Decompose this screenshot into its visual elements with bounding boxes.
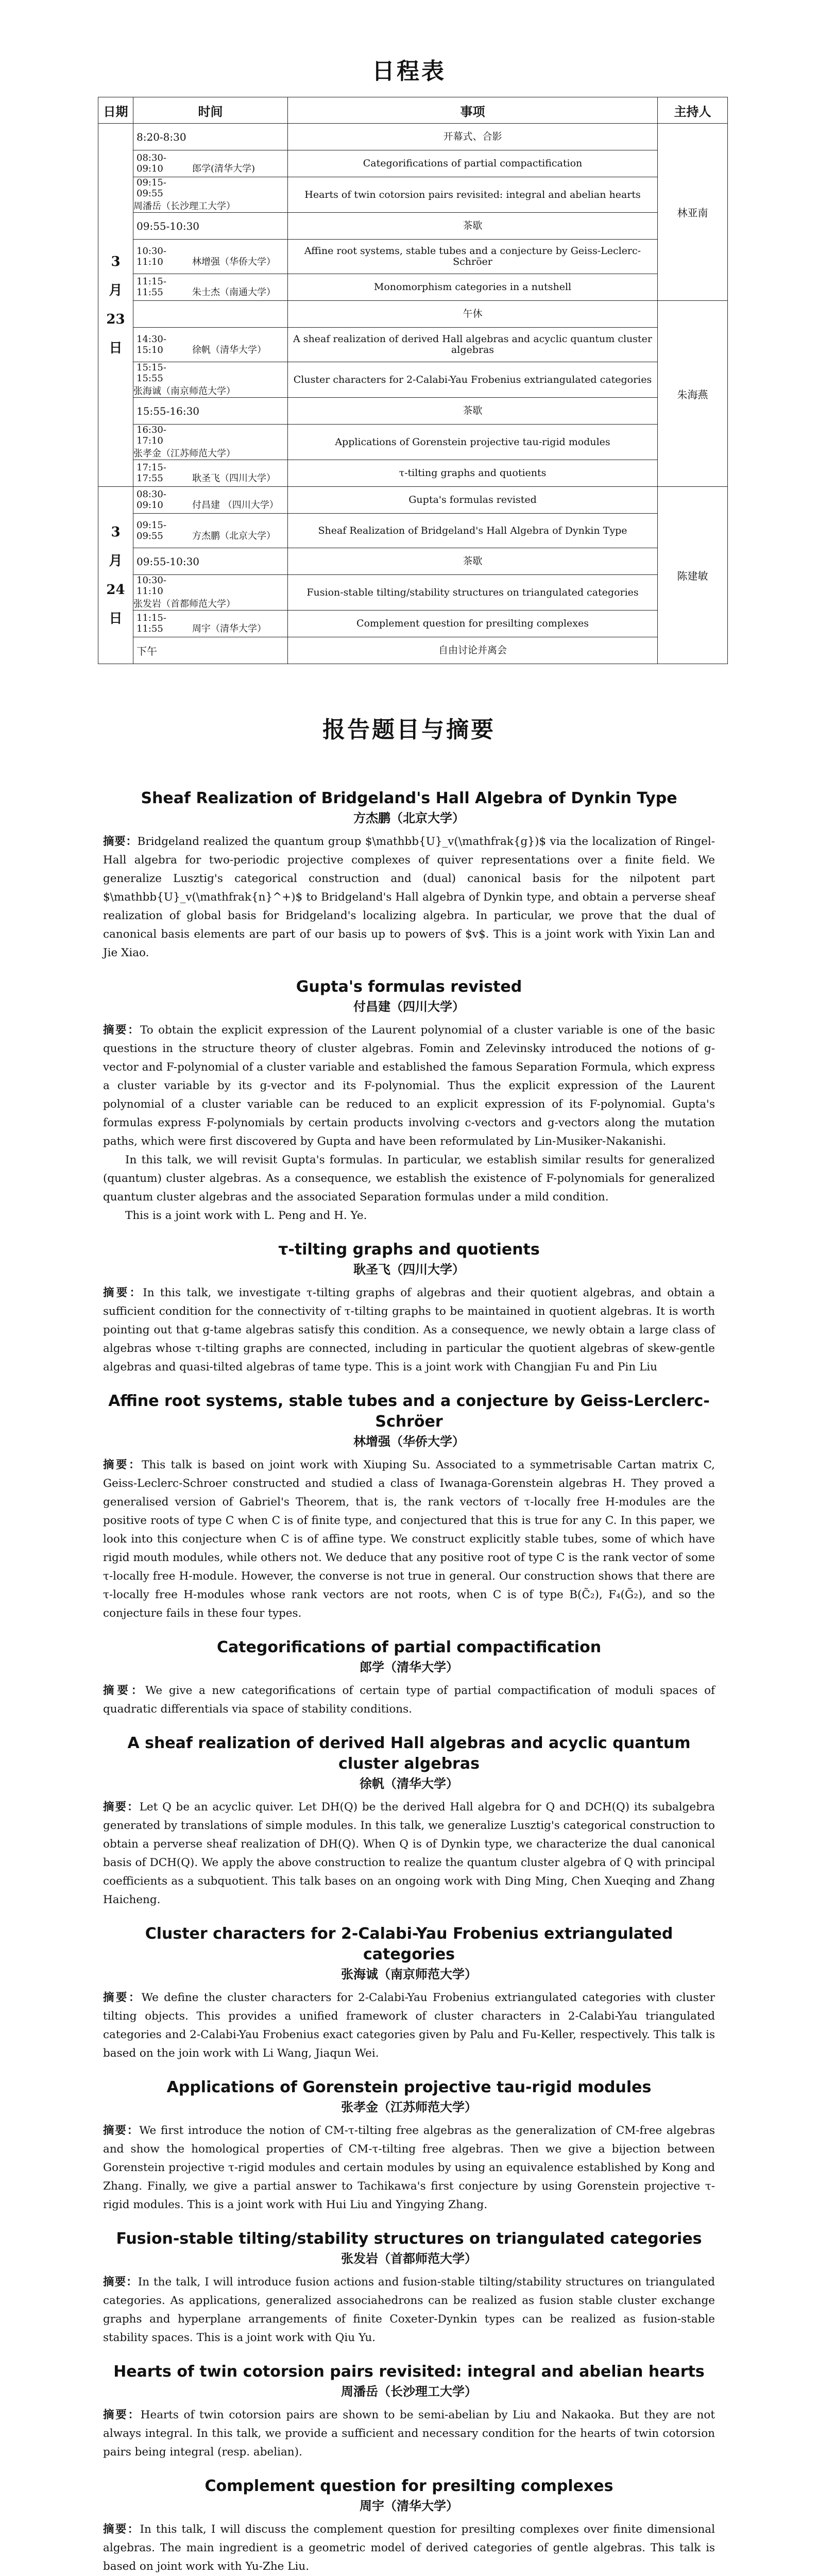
- abstract-label: 摘要：: [103, 2124, 140, 2137]
- session-speaker: 张海诚（南京师范大学）: [133, 386, 235, 397]
- abstract-paragraph: This is a joint work with L. Peng and H. Ye.: [125, 1209, 367, 1222]
- talk-abstract: [103, 1733, 715, 1909]
- session-event: τ-tilting graphs and quotients: [288, 460, 658, 487]
- talk-title: A sheaf realization of derived Hall algebras and acyclic quantum cluster algebras: [127, 1734, 691, 1773]
- abstract-label: 摘要：: [103, 1459, 142, 1471]
- session-speaker: 张发岩（首都师范大学）: [133, 599, 235, 609]
- session-time-speaker: [133, 240, 288, 274]
- talk-abstract: [103, 1637, 715, 1719]
- session-event: 自由讨论并离会: [288, 637, 658, 664]
- abstract-body: This talk is based on joint work with Xiuping Su. Associated to a symmetrisable Cartan matrix C, Geiss-Leclerc-Schroer constructed and studied a class of Iwanaga-Gorenstein algebras H. They proved a generalised version of Gabriel's Theorem, that is, the rank vectors of τ-locally free H-modules are the positive roots of type C when C is of finite type, and conjectured that this is true for any C. In this paper, we look into this conjecture when C is of affine type. We construct explicitly stable tubes, some of which have rigid mouth modules, while others not. We deduce that any positive root of type C is the rank vector of some τ-locally free H-module. However, the converse is not true in general. Our construction shows that there are τ-locally free H-modules whose rank vectors are not roots, when C is of type B(C̃₂), F₄(G̃₂), and so the conjecture fails in these four types.: [103, 1459, 715, 1620]
- talk-abstract: [103, 2229, 715, 2347]
- schedule-row: [98, 575, 728, 611]
- abstract-body: Bridgeland realized the quantum group $\mathbb{U}_v(\mathfrak{g})$ via the localization of Ringel-Hall algebra for two-periodic projective complexes of quiver representations over a finite field. We generalize Lusztig's categorical construction and (dual) canonical basis for the nilpotent part $\mathbb{U}_v(\mathfrak{n}^+)$ to Bridgeland's Hall algebra of Dynkin type, and obtain a perverse sheaf realization of global basis for Bridgeland's localizing algebra. In particular, we prove that the dual of canonical basis elements are part of our basis up to powers of $v$. This is a joint work with Yixin Lan and Jie Xiao.: [103, 835, 715, 959]
- talk-title: Cluster characters for 2-Calabi-Yau Frobenius extriangulated categories: [145, 1925, 673, 1963]
- talk-speaker: 付昌建（四川大学）: [353, 999, 465, 1014]
- session-time: 08:30-09:10: [137, 489, 166, 511]
- header-chair: 主持人: [658, 97, 728, 124]
- chair-morning: 林亚南: [658, 124, 728, 301]
- abstract-body: We first introduce the notion of CM-τ-tilting free algebras as the generalization of CM-free algebras and show the homological properties of CM-τ-tilting free algebras. Then we give a bijection between Gorenstein projective τ-rigid modules and certain modules by using an equivalence established by Kong and Zhang. Finally, we give a partial answer to Tachikawa's first conjecture by using Gorenstein projective τ-rigid modules. This is a joint work with Hui Liu and Yingying Zhang.: [103, 2124, 715, 2211]
- talk-abstract: [103, 1240, 715, 1377]
- header-date: 日期: [98, 97, 133, 124]
- session-event: Monomorphism categories in a nutshell: [288, 274, 658, 301]
- session-time-speaker: [133, 460, 288, 487]
- talk-speaker: 张孝金（江苏师范大学）: [341, 2099, 477, 2114]
- abstract-body: In the talk, I will introduce fusion actions and fusion-stable tilting/stability structures on triangulated categories. As applications, generalized associahedrons can be realized as fusion stable cluster exchange graphs and hyperplane arrangements of finite Coxeter-Dynkin types can be realized as fusion-stable stability spaces. This is a joint work with Qiu Yu.: [103, 2276, 715, 2344]
- session-time-speaker: [133, 274, 288, 301]
- session-event: Gupta's formulas revisted: [288, 487, 658, 514]
- header-time: 时间: [133, 97, 288, 124]
- session-time: 11:15-11:55: [137, 613, 166, 634]
- session-time-speaker: [133, 177, 288, 213]
- talk-abstract: [103, 1391, 715, 1623]
- abstract-paragraph: In this talk, we will revisit Gupta's formulas. In particular, we establish similar results for generalized (quantum) cluster algebras. As a consequence, we establish the existence of F-polynomials for generalized quantum cluster algebras and the associated Separation formulas under a mild condition.: [103, 1154, 715, 1204]
- session-time: 09:55-10:30: [133, 213, 288, 240]
- abstract-label: 摘要：: [103, 1024, 141, 1037]
- session-time-speaker: [133, 328, 288, 362]
- schedule-title: 日程表: [372, 58, 446, 84]
- session-time-speaker: [133, 514, 288, 548]
- abstract-label: 摘要：: [103, 1991, 142, 2004]
- session-speaker: 郎学(清华大学): [192, 163, 255, 174]
- talk-title: Gupta's formulas revisted: [296, 978, 522, 996]
- session-event: Fusion-stable tilting/stability structures on triangulated categories: [288, 575, 658, 611]
- talk-speaker: 张发岩（首都师范大学）: [341, 2251, 477, 2266]
- talk-abstract-text: [103, 1456, 715, 1623]
- session-speaker: 耿圣飞（四川大学）: [192, 473, 276, 484]
- abstract-label: 摘要：: [103, 1801, 140, 1814]
- talk-title: Categorifications of partial compactification: [216, 1638, 602, 1656]
- talk-abstract-text: [103, 833, 715, 962]
- talk-abstract-text: [103, 2406, 715, 2462]
- talk-speaker: 郎学（清华大学）: [360, 1659, 458, 1674]
- session-time: 10:30-11:10: [137, 575, 166, 597]
- talk-abstract-text: [103, 2122, 715, 2214]
- session-time: 下午: [133, 637, 288, 664]
- schedule-row: [98, 328, 728, 362]
- chair-afternoon: 朱海燕: [658, 301, 728, 487]
- session-time: 08:30-09:10: [137, 152, 166, 174]
- session-time: [133, 301, 288, 328]
- schedule-row: [98, 487, 728, 514]
- talk-title: τ-tilting graphs and quotients: [278, 1241, 540, 1259]
- session-speaker: 周潘岳（长沙理工大学）: [133, 201, 235, 212]
- talks-section-title: 报告题目与摘要: [322, 717, 496, 743]
- session-event: 午休: [288, 301, 658, 328]
- schedule-row: [98, 637, 728, 664]
- talk-speaker: 张海诚（南京师范大学）: [341, 1967, 477, 1981]
- session-speaker: 方杰鹏（北京大学）: [192, 530, 276, 541]
- session-event: A sheaf realization of derived Hall algebras and acyclic quantum cluster algebras: [288, 328, 658, 362]
- session-event: Complement question for presilting complexes: [288, 611, 658, 637]
- session-event: Hearts of twin cotorsion pairs revisited: integral and abelian hearts: [288, 177, 658, 213]
- abstract-label: 摘要：: [103, 2409, 141, 2421]
- session-speaker: 周宇（清华大学）: [192, 623, 266, 634]
- talk-speaker: 周潘岳（长沙理工大学）: [341, 2384, 477, 2399]
- schedule-row: [98, 124, 728, 150]
- talk-title: Applications of Gorenstein projective tau-rigid modules: [166, 2078, 652, 2096]
- talk-title: Fusion-stable tilting/stability structures on triangulated categories: [116, 2230, 702, 2248]
- session-time-speaker: [133, 487, 288, 514]
- talk-title: Hearts of twin cotorsion pairs revisited: integral and abelian hearts: [113, 2363, 705, 2381]
- talk-speaker: 徐帆（清华大学）: [360, 1776, 458, 1791]
- talk-abstract: [103, 1924, 715, 2063]
- talk-speaker: 方杰鹏（北京大学）: [353, 810, 465, 825]
- talk-abstract: [103, 2077, 715, 2214]
- session-speaker: 林增强（华侨大学）: [192, 256, 276, 267]
- session-speaker: 付昌建 （四川大学）: [192, 500, 279, 511]
- talk-speaker: 林增强（华侨大学）: [353, 1434, 465, 1449]
- talk-abstract-text: [103, 1682, 715, 1719]
- session-event: 开幕式、合影: [288, 124, 658, 150]
- session-time: 09:55-10:30: [133, 548, 288, 575]
- schedule-row: [98, 150, 728, 177]
- abstract-body: In this talk, we investigate τ-tilting graphs of algebras and their quotient algebras, and obtain a sufficient condition for the connectivity of τ-tilting graphs to be maintained in quotient algebras. It is worth pointing out that g-tame algebras satisfy this condition. As a consequence, we newly obtain a large class of algebras whose τ-tilting graphs are connected, including in particular the quotient algebras of skew-gentle algebras and quasi-tilted algebras of tame type. This is a joint work with Changjian Fu and Pin Liu: [103, 1286, 715, 1374]
- abstract-label: 摘要：: [103, 2523, 140, 2536]
- abstract-body: In this talk, I will discuss the complement question for presilting complexes over finite dimensional algebras. The main ingredient is a geometric model of derived categories of gentle algebras. This talk is based on joint work with Yu-Zhe Liu.: [103, 2523, 715, 2573]
- session-speaker: 徐帆（清华大学）: [192, 344, 266, 355]
- session-event: Affine root systems, stable tubes and a conjecture by Geiss-Leclerc-Schröer: [288, 240, 658, 274]
- session-time: 11:15-11:55: [137, 276, 166, 298]
- talk-abstract-text: [103, 1284, 715, 1377]
- talk-abstract: [103, 2362, 715, 2462]
- session-time: 15:15-15:55: [137, 362, 166, 384]
- session-time: 17:15-17:55: [137, 462, 166, 484]
- schedule-row: [98, 362, 728, 398]
- abstract-body: Let Q be an acyclic quiver. Let DH(Q) be the derived Hall algebra for Q and DCH(Q) its subalgebra generated by translations of simple modules. In this talk, we generalize Lusztig's categorical construction to obtain a perverse sheaf realization of DH(Q). When Q is of Dynkin type, we characterize the dual canonical basis of DCH(Q). We apply the above construction to realize the quantum cluster algebra of Q with principal coefficients as a subquotient. This talk bases on an ongoing work with Ding Ming, Chen Xueqing and Zhang Haicheng.: [103, 1801, 715, 1906]
- talk-abstract: [103, 977, 715, 1225]
- talk-speaker: 耿圣飞（四川大学）: [353, 1262, 465, 1277]
- session-event: 茶歇: [288, 213, 658, 240]
- talk-abstract-text: [103, 2520, 715, 2576]
- talk-abstract-text: [103, 1798, 715, 1909]
- talk-title: Affine root systems, stable tubes and a conjecture by Geiss-Lerclerc-Schröer: [108, 1392, 710, 1431]
- talk-abstract-text: [103, 1989, 715, 2063]
- schedule-row: [98, 548, 728, 575]
- session-time: 8:20-8:30: [133, 124, 288, 150]
- schedule-row: [98, 425, 728, 460]
- session-event: 茶歇: [288, 548, 658, 575]
- talk-abstract-text: [103, 1021, 715, 1151]
- session-time-speaker: [133, 362, 288, 398]
- session-time-speaker: [133, 150, 288, 177]
- session-time-speaker: [133, 575, 288, 611]
- schedule-row: [98, 460, 728, 487]
- session-time: 09:15-09:55: [137, 519, 166, 541]
- schedule-row: [98, 611, 728, 637]
- chair: 陈建敏: [658, 487, 728, 664]
- schedule-row: [98, 177, 728, 213]
- schedule-row: [98, 240, 728, 274]
- header-event: 事项: [288, 97, 658, 124]
- session-speaker: 朱士杰（南通大学）: [192, 287, 276, 298]
- session-event: Sheaf Realization of Bridgeland's Hall Algebra of Dynkin Type: [288, 514, 658, 548]
- session-time: 14:30-15:10: [137, 333, 166, 355]
- session-time-speaker: [133, 425, 288, 460]
- talk-title: Complement question for presilting complexes: [204, 2477, 614, 2495]
- schedule-row: [98, 301, 728, 328]
- session-event: Cluster characters for 2-Calabi-Yau Frobenius extriangulated categories: [288, 362, 658, 398]
- session-event: Categorifications of partial compactification: [288, 150, 658, 177]
- abstract-label: 摘要：: [103, 1684, 146, 1697]
- session-time-speaker: [133, 611, 288, 637]
- abstract-label: 摘要：: [103, 1286, 143, 1299]
- talk-title: Sheaf Realization of Bridgeland's Hall Algebra of Dynkin Type: [141, 789, 677, 807]
- talk-speaker: 周宇（清华大学）: [360, 2498, 458, 2513]
- schedule-row: [98, 274, 728, 301]
- abstract-body: We define the cluster characters for 2-Calabi-Yau Frobenius extriangulated categories with cluster tilting objects. This provides a unified framework of cluster characters in 2-Calabi-Yau triangulated categories and 2-Calabi-Yau Frobenius exact categories given by Palu and Fu-Keller, respectively. This talk is based on the join work with Li Wang, Jiaqun Wei.: [103, 1991, 715, 2060]
- talk-abstract: [103, 788, 715, 962]
- day1-date: 3 月 23 日: [98, 124, 133, 487]
- schedule-row: [98, 514, 728, 548]
- talk-abstract-text: [103, 2273, 715, 2347]
- session-event: 茶歇: [288, 398, 658, 425]
- session-speaker: 张孝金（江苏师范大学）: [133, 448, 235, 459]
- day2-date: 3 月 24 日: [98, 487, 133, 664]
- session-time: 15:55-16:30: [133, 398, 288, 425]
- session-time: 16:30-17:10: [137, 425, 166, 446]
- session-event: Applications of Gorenstein projective tau-rigid modules: [288, 425, 658, 460]
- abstract-body: Hearts of twin cotorsion pairs are shown to be semi-abelian by Liu and Nakaoka. But they are not always integral. In this talk, we provide a sufficient and necessary condition for the hearts of twin cotorsion pairs being integral (resp. abelian).: [103, 2409, 715, 2459]
- abstract-label: 摘要：: [103, 835, 138, 848]
- schedule-row: [98, 213, 728, 240]
- abstract-label: 摘要：: [103, 2276, 138, 2289]
- schedule-row: [98, 398, 728, 425]
- session-time: 10:30-11:10: [137, 245, 166, 267]
- session-time: 09:15-09:55: [137, 177, 166, 199]
- abstracts-list: [103, 788, 715, 2576]
- talk-abstract: [103, 2476, 715, 2576]
- schedule-table: [98, 97, 728, 664]
- abstract-body: To obtain the explicit expression of the Laurent polynomial of a cluster variable is one of the basic questions in the structure theory of cluster algebras. Fomin and Zelevinsky introduced the notions of g-vector and F-polynomial of a cluster variable and established the famous Separation Formula, which express a cluster variable by its g-vector and its F-polynomial. Thus the explicit expression of the Laurent polynomial of a cluster variable can be reduced to an explicit expression of its F-polynomial. Gupta's formulas express F-polynomials by certain products involving c-vectors and g-vectors along the mutation paths, which were first discovered by Gupta and have been reformulated by Lin-Musiker-Nakanishi.: [103, 1024, 715, 1148]
- abstract-body: We give a new categorifications of certain type of partial compactification of moduli spaces of quadratic differentials via space of stability conditions.: [103, 1684, 715, 1716]
